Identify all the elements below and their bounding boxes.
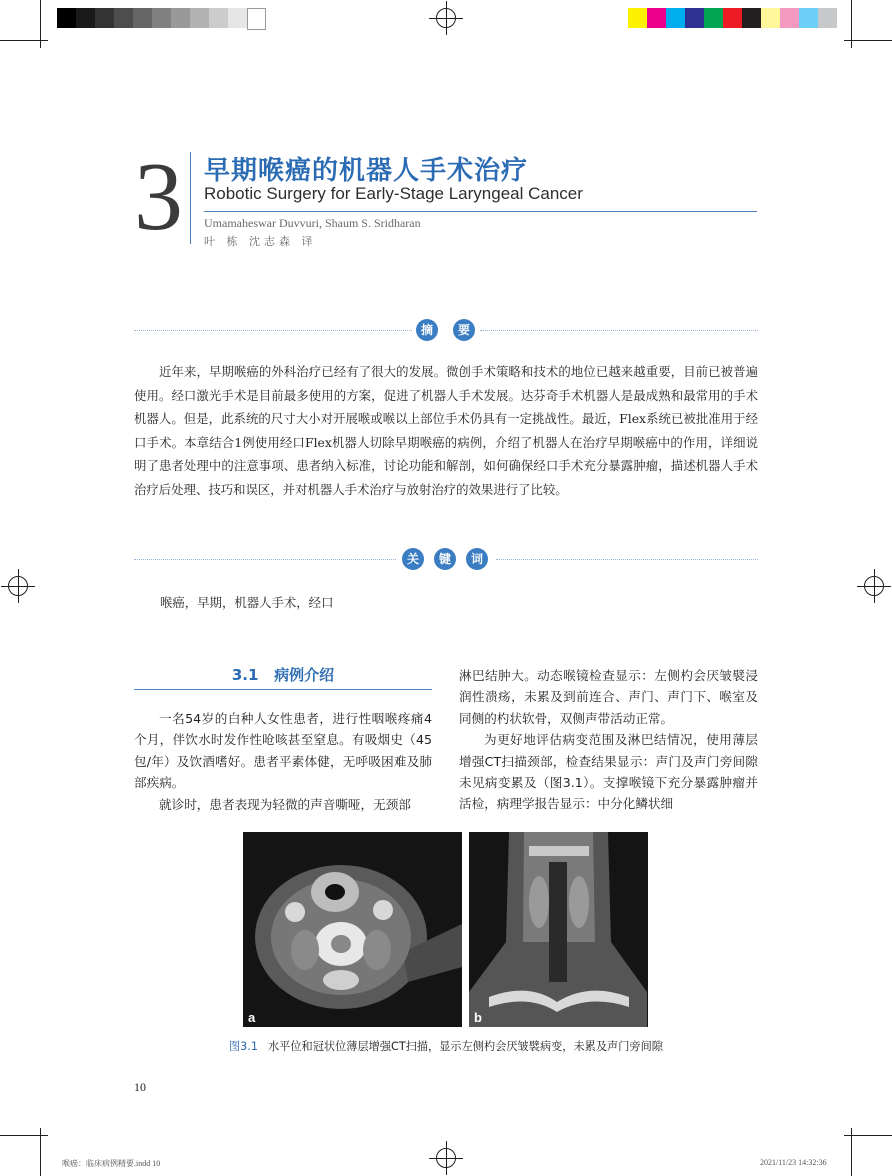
abstract-text: 近年来，早期喉癌的外科治疗已经有了很大的发展。微创手术策略和技术的地位已越来越重要，目前已被普遍使用。经口激光手术是目前最多使用的方案，促进了机器人手术发展。达芬奇手术机器人是最成熟和最常用的手术机器人。但是，此系统的尺寸大小对开展喉或喉以上部位手术仍具有一定挑战性。最近，Flex系统已被批准用于经口手术。本章结合1例使用经口Flex机器人切除早期喉癌的病例，介绍了机器人在治疗早期喉癌中的作用，详细说明了患者处理中的注意事项、患者纳入标准，讨论功能和解剖，如何确保经口手术充分暴露肿瘤，描述机器人手术治疗后处理、技巧和误区，并对机器人手术治疗与放射治疗的效果进行了比较。 — [134, 364, 758, 497]
registration-mark-bottom — [436, 1148, 456, 1168]
footer-timestamp: 2021/11/23 14:32:36 — [760, 1158, 827, 1167]
chapter-vertical-rule — [190, 152, 191, 244]
left-column — [134, 708, 432, 815]
ct-coronal-illustration — [469, 832, 648, 1027]
right-paragraph-1: 淋巴结肿大。动态喉镜检查显示：左侧杓会厌皱襞浸润性溃疡，未累及到前连合、声门、声门下、喉室及同侧的杓状软骨，双侧声带活动正常。 — [459, 668, 758, 726]
section-title-text: 病例介绍 — [274, 666, 335, 684]
panel-b-label: b — [474, 1010, 482, 1025]
abstract-heading-char-1: 摘 — [416, 319, 438, 341]
abstract-heading-char-2: 要 — [453, 319, 475, 341]
chapter-title-rule — [204, 211, 757, 212]
right-paragraph-2: 为更好地评估病变范围及淋巴结情况，使用薄层增强CT扫描颈部，检查结果显示：声门及声门旁间隙未见病变累及（图3.1）。支撑喉镜下充分暴露肿瘤并活检，病理学报告显示：中分化鳞状细 — [459, 732, 758, 812]
keywords-heading-char-2: 键 — [434, 548, 456, 570]
chapter-translators: 叶 栋 沈志森 译 — [204, 235, 317, 248]
chapter-number: 3 — [134, 143, 183, 251]
section-rule — [134, 689, 432, 690]
section-title — [134, 664, 432, 685]
registration-mark-top — [436, 8, 456, 28]
footer-file-info: 喉癌：临床病例精要.indd 10 — [62, 1159, 161, 1168]
ct-scan-coronal-image — [469, 832, 648, 1027]
figure-caption — [0, 1038, 892, 1054]
chapter-title-en: Robotic Surgery for Early-Stage Laryngeal Cancer — [204, 184, 583, 203]
figure-caption-text: 水平位和冠状位薄层增强CT扫描，显示左侧杓会厌皱襞病变，未累及声门旁间隙 — [267, 1040, 663, 1053]
figure-label: 图3.1 — [228, 1040, 258, 1053]
right-column — [459, 665, 758, 815]
section-number: 3.1 — [231, 666, 259, 684]
ct-scan-axial-image — [243, 832, 462, 1027]
left-paragraph-2: 就诊时，患者表现为轻微的声音嘶哑，无颈部 — [159, 796, 411, 812]
chapter-authors: Umamaheswar Duvvuri, Shaum S. Sridharan — [204, 216, 421, 230]
page-number: 10 — [134, 1080, 146, 1094]
chapter-title-cn: 早期喉癌的机器人手术治疗 — [204, 156, 529, 186]
registration-mark-left — [8, 576, 28, 596]
keywords-heading-char-1: 关 — [402, 548, 424, 570]
registration-mark-right — [864, 576, 884, 596]
panel-a-label: a — [248, 1010, 256, 1025]
keywords-text: 喉癌，早期，机器人手术，经口 — [160, 595, 334, 610]
ct-axial-illustration — [243, 832, 462, 1027]
left-paragraph-1: 一名54岁的白种人女性患者，进行性咽喉疼痛4个月，伴饮水时发作性呛咳甚至窒息。有吸烟史（45包/年）及饮酒嗜好。患者平素体健，无呼吸困难及肺部疾病。 — [134, 711, 432, 791]
keywords-heading-char-3: 词 — [466, 548, 488, 570]
